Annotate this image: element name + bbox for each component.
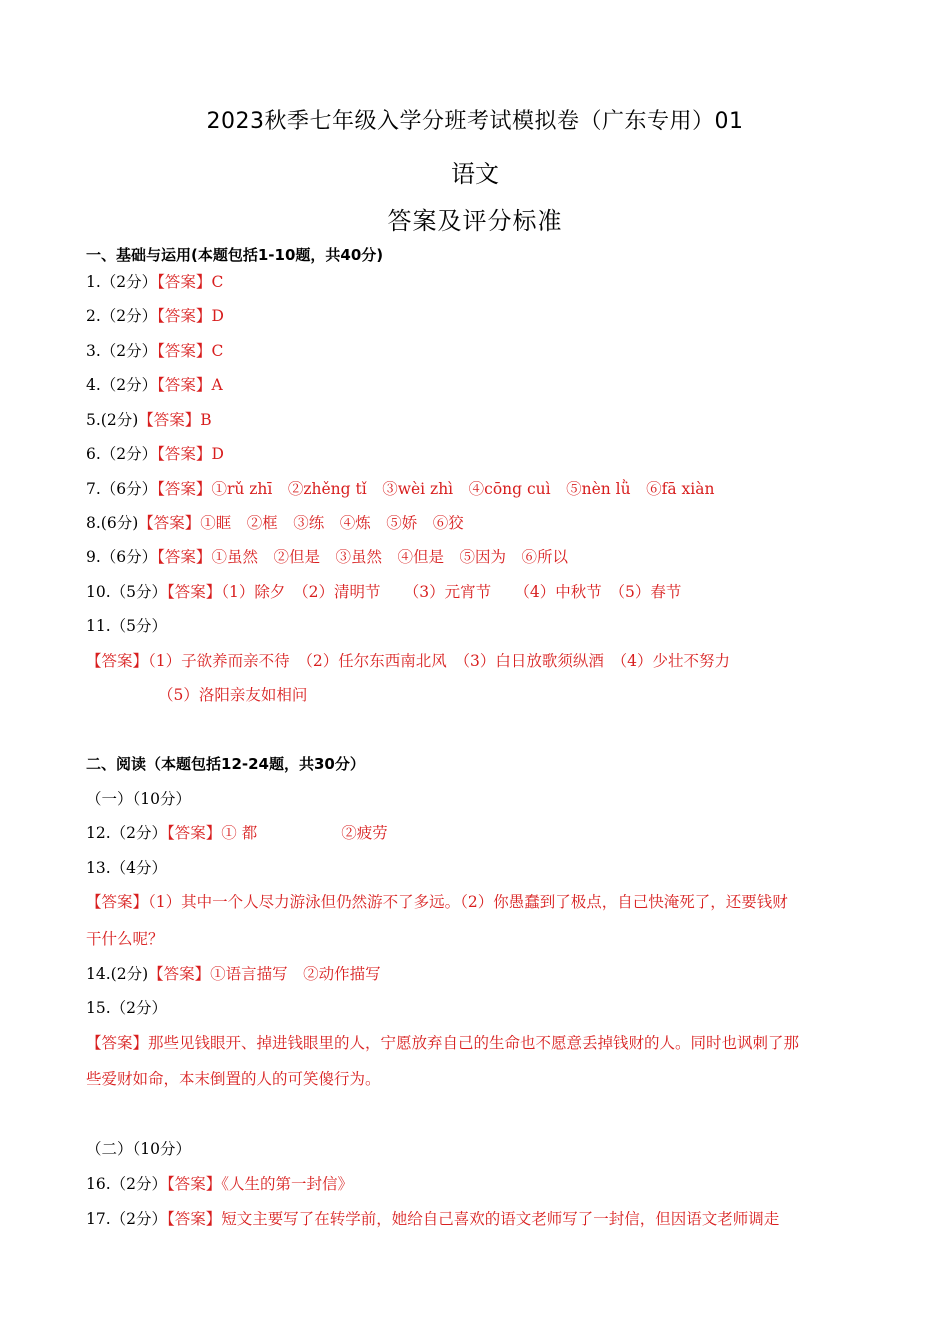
q14-answer-tag: 【答案】 xyxy=(148,965,211,983)
q7-score: （6分） xyxy=(100,480,158,498)
question-7 xyxy=(86,479,714,499)
q9-number: 9. xyxy=(86,548,101,566)
q12-answer-tag: 【答案】 xyxy=(167,824,222,842)
q7-number: 7. xyxy=(86,480,101,498)
q4-number: 4. xyxy=(86,376,101,394)
q14-answer: ①语言描写 ②动作描写 xyxy=(210,965,381,983)
q4-answer-tag: 【答案】 xyxy=(157,376,212,394)
q3-number: 3. xyxy=(86,342,101,360)
answer-key-title: 答案及评分标准 xyxy=(387,207,563,235)
q17-score: （2分） xyxy=(110,1210,168,1228)
q1-score: （2分） xyxy=(100,273,158,291)
q11-answer-line1: （1）子欲养而亲不待 （2）任尔东西南北风 （3）白日放歌须纵酒 （4）少壮不努力 xyxy=(148,652,730,670)
q5-number: 5. xyxy=(86,411,101,429)
q6-number: 6. xyxy=(86,445,101,463)
question-4 xyxy=(86,375,223,395)
q11-score: （5分） xyxy=(110,617,168,635)
q13-number: 13. xyxy=(86,859,111,877)
q15-number: 15. xyxy=(86,999,111,1017)
q16-answer: 《人生的第一封信》 xyxy=(221,1175,354,1193)
question-9 xyxy=(86,547,568,567)
q2-answer: D xyxy=(211,307,224,325)
q11-answer-line2: （5）洛阳亲友如相问 xyxy=(158,686,308,704)
q8-answer: ①眶 ②框 ③练 ④炼 ⑤娇 ⑥狡 xyxy=(200,514,464,532)
q1-answer: C xyxy=(211,273,224,291)
q13-answer-tag: 【答案】 xyxy=(86,893,149,911)
document-title: 2023秋季七年级入学分班考试模拟卷（广东专用）01 xyxy=(206,109,744,134)
q17-answer-tag: 【答案】 xyxy=(167,1210,222,1228)
q15-answer-line2: 些爱财如命，本末倒置的人的可笑傻行为。 xyxy=(86,1070,381,1088)
question-16 xyxy=(86,1174,353,1194)
q8-number: 8. xyxy=(86,514,101,532)
q14-score: (2分) xyxy=(110,965,149,983)
q5-score: (2分) xyxy=(100,411,139,429)
q15-answer-line1: 那些见钱眼开、掉进钱眼里的人，宁愿放弃自己的生命也不愿意丢掉钱财的人。同时也讽刺了那 xyxy=(148,1034,800,1052)
question-8 xyxy=(86,513,464,533)
q7-answer: ①rǔ zhī ②zhěng tǐ ③wèi zhì ④cōng cuì ⑤nèn lǜ ⑥fā xiàn xyxy=(211,480,715,498)
q10-number: 10. xyxy=(86,583,111,601)
q6-answer-tag: 【答案】 xyxy=(157,445,212,463)
question-2 xyxy=(86,306,224,326)
q1-answer-tag: 【答案】 xyxy=(157,273,212,291)
subject-title: 语文 xyxy=(451,160,499,188)
q7-answer-tag: 【答案】 xyxy=(157,480,212,498)
q16-score: （2分） xyxy=(110,1175,168,1193)
q8-score: (6分) xyxy=(100,514,139,532)
q2-answer-tag: 【答案】 xyxy=(157,307,212,325)
q13-score: （4分） xyxy=(110,859,168,877)
q12-answer-b: ②疲劳 xyxy=(341,824,388,842)
question-10 xyxy=(86,582,681,602)
q15-answer-tag: 【答案】 xyxy=(86,1034,149,1052)
question-13 xyxy=(86,858,167,878)
section1-heading: 一、基础与运用(本题包括1-10题，共40分) xyxy=(86,246,384,264)
q11-number: 11. xyxy=(86,617,111,635)
q3-score: （2分） xyxy=(100,342,158,360)
q15-score: （2分） xyxy=(110,999,168,1017)
q6-answer: D xyxy=(211,445,224,463)
q16-number: 16. xyxy=(86,1175,111,1193)
question-17 xyxy=(86,1209,779,1229)
q10-answer-tag: 【答案】 xyxy=(167,583,222,601)
question-6 xyxy=(86,444,224,464)
q10-score: （5分） xyxy=(110,583,168,601)
q14-number: 14. xyxy=(86,965,111,983)
q2-score: （2分） xyxy=(100,307,158,325)
q3-answer-tag: 【答案】 xyxy=(157,342,212,360)
q8-answer-tag: 【答案】 xyxy=(138,514,201,532)
q9-answer: ①虽然 ②但是 ③虽然 ④但是 ⑤因为 ⑥所以 xyxy=(211,548,568,566)
section2-heading: 二、阅读（本题包括12-24题，共30分） xyxy=(86,755,365,773)
question-11-answer xyxy=(86,651,730,671)
q2-number: 2. xyxy=(86,307,101,325)
q4-answer: A xyxy=(211,376,223,394)
q6-score: （2分） xyxy=(100,445,158,463)
q11-answer-tag: 【答案】 xyxy=(86,652,149,670)
q12-answer-a: ① 都 xyxy=(221,824,258,842)
q5-answer: B xyxy=(200,411,212,429)
q1-number: 1. xyxy=(86,273,101,291)
q13-answer-line2: 干什么呢？ xyxy=(86,930,164,948)
question-13-answer xyxy=(86,892,788,912)
q9-answer-tag: 【答案】 xyxy=(157,548,212,566)
question-12 xyxy=(86,823,388,843)
reading-part-1: （一）（10分） xyxy=(86,790,191,808)
q5-answer-tag: 【答案】 xyxy=(138,411,201,429)
question-5 xyxy=(86,410,212,430)
q3-answer: C xyxy=(211,342,224,360)
question-1 xyxy=(86,272,223,292)
question-3 xyxy=(86,341,223,361)
q9-score: （6分） xyxy=(100,548,158,566)
reading-part-2: （二）（10分） xyxy=(86,1140,191,1158)
q13-answer-line1: （1）其中一个人尽力游泳但仍然游不了多远。（2）你愚蠢到了极点，自己快淹死了，还要钱财 xyxy=(148,893,788,911)
q12-number: 12. xyxy=(86,824,111,842)
q4-score: （2分） xyxy=(100,376,158,394)
q12-score: （2分） xyxy=(110,824,168,842)
q16-answer-tag: 【答案】 xyxy=(167,1175,222,1193)
q17-number: 17. xyxy=(86,1210,111,1228)
q17-answer: 短文主要写了在转学前，她给自己喜欢的语文老师写了一封信，但因语文老师调走 xyxy=(221,1210,780,1228)
question-14 xyxy=(86,964,381,984)
question-11 xyxy=(86,616,167,636)
question-15 xyxy=(86,998,167,1018)
question-15-answer xyxy=(86,1033,799,1053)
q10-answer: （1）除夕 （2）清明节 （3）元宵节 （4）中秋节 （5）春节 xyxy=(221,583,682,601)
